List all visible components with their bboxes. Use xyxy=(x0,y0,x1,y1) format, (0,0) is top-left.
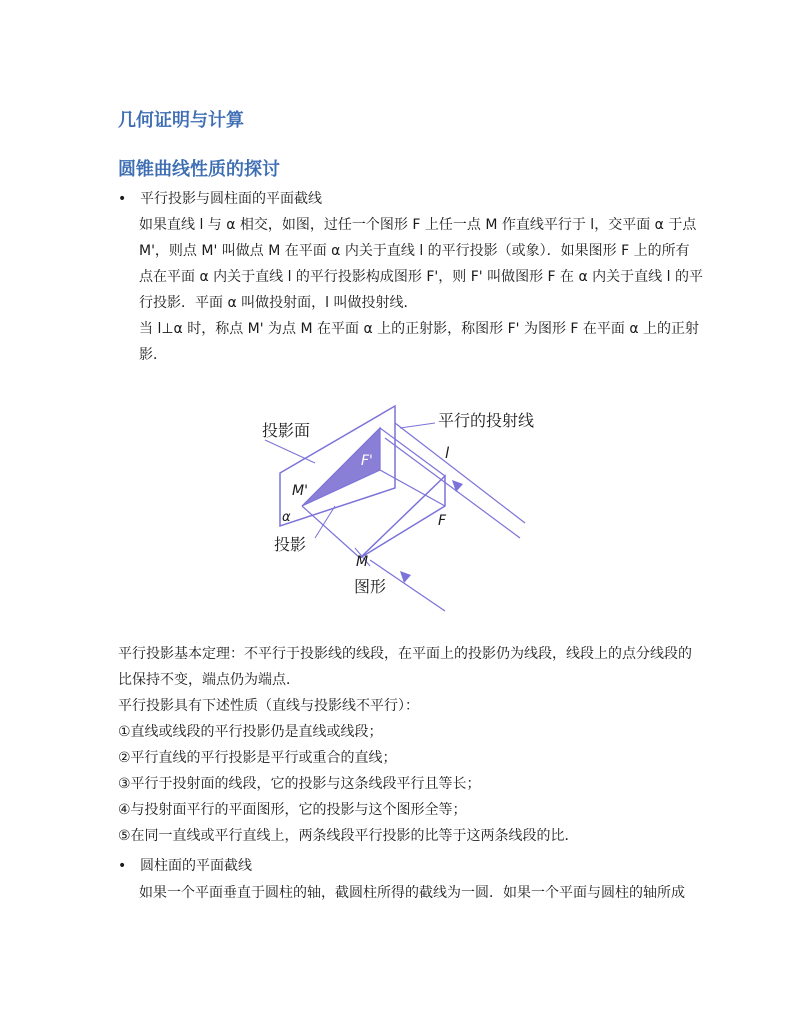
projector-line xyxy=(380,428,445,476)
label-projection-plane: 投影面 xyxy=(262,421,311,440)
page-title: 几何证明与计算 xyxy=(118,110,244,131)
label-pointer xyxy=(265,440,315,463)
definition-paragraph xyxy=(139,212,703,368)
label-line-l: l xyxy=(445,444,450,462)
paragraph-line: 比保持不变，端点仍为端点． xyxy=(118,672,300,688)
original-triangle xyxy=(360,476,445,558)
projection-ray xyxy=(395,423,525,523)
label-f: F xyxy=(438,513,447,529)
label-alpha: α xyxy=(282,510,291,525)
label-pointer xyxy=(400,423,435,428)
projector-line xyxy=(302,506,360,558)
paragraph-line: 当 l⊥α 时，称点 M' 为点 M 在平面 α 上的正射影，称图形 F' 为图形 F 在平面 α 上的正射 xyxy=(139,321,700,337)
bullet-dot-icon: • xyxy=(118,858,127,874)
paragraph-line: 影． xyxy=(139,347,167,363)
paragraph-line: ①直线或线段的平行投影仍是直线或线段； xyxy=(118,724,383,740)
paragraph-line: 点在平面 α 内关于直线 l 的平行投影构成图形 F'，则 F' 叫做图形 F 在 α 内关于直线 l 的平 xyxy=(139,269,703,285)
paragraph-line: 行投影．平面 α 叫做投射面，l 叫做投射线． xyxy=(139,295,418,311)
arrowhead-icon xyxy=(452,480,463,492)
projection-ray xyxy=(385,438,520,538)
bullet-text: 圆柱面的平面截线 xyxy=(140,858,252,874)
paragraph-line: ②平行直线的平行投影是平行或重合的直线； xyxy=(118,750,397,766)
theorem-paragraph xyxy=(118,641,692,849)
label-m: M xyxy=(356,554,369,570)
label-m-prime: M' xyxy=(292,483,308,499)
label-shape: 图形 xyxy=(354,577,387,596)
paragraph-line: M'，则点 M' 叫做点 M 在平面 α 内关于直线 l 的平行投影（或象）．如果图形 F 上的所有 xyxy=(139,243,690,259)
paragraph-line: ③平行于投射面的线段，它的投影与这条线段平行且等长； xyxy=(118,776,481,792)
label-projection: 投影 xyxy=(274,535,307,554)
parallel-projection-figure xyxy=(240,398,550,613)
paragraph-line: ④与投射面平行的平面图形，它的投影与这个图形全等； xyxy=(118,802,467,818)
cylinder-paragraph xyxy=(139,880,685,906)
paragraph-line: 平行投影具有下述性质（直线与投影线不平行）： xyxy=(118,698,419,714)
label-parallel-rays: 平行的投射线 xyxy=(438,411,535,430)
label-f-prime: F' xyxy=(361,453,373,469)
paragraph-line: 如果一个平面垂直于圆柱的轴，截圆柱所得的截线为一圆．如果一个平面与圆柱的轴所成 xyxy=(139,885,685,901)
bullet-dot-icon: • xyxy=(118,191,127,207)
paragraph-line: ⑤在同一直线或平行直线上，两条线段平行投影的比等于这两条线段的比． xyxy=(118,828,579,844)
paragraph-line: 平行投影基本定理：不平行于投影线的线段，在平面上的投影仍为线段，线段上的点分线段的 xyxy=(118,646,692,662)
paragraph-line: 如果直线 l 与 α 相交，如图，过任一个图形 F 上任一点 M 作直线平行于 l，交平面 α 于点 xyxy=(139,217,697,233)
bullet-text: 平行投影与圆柱面的平面截线 xyxy=(140,191,322,207)
section-heading: 圆锥曲线性质的探讨 xyxy=(118,159,280,180)
